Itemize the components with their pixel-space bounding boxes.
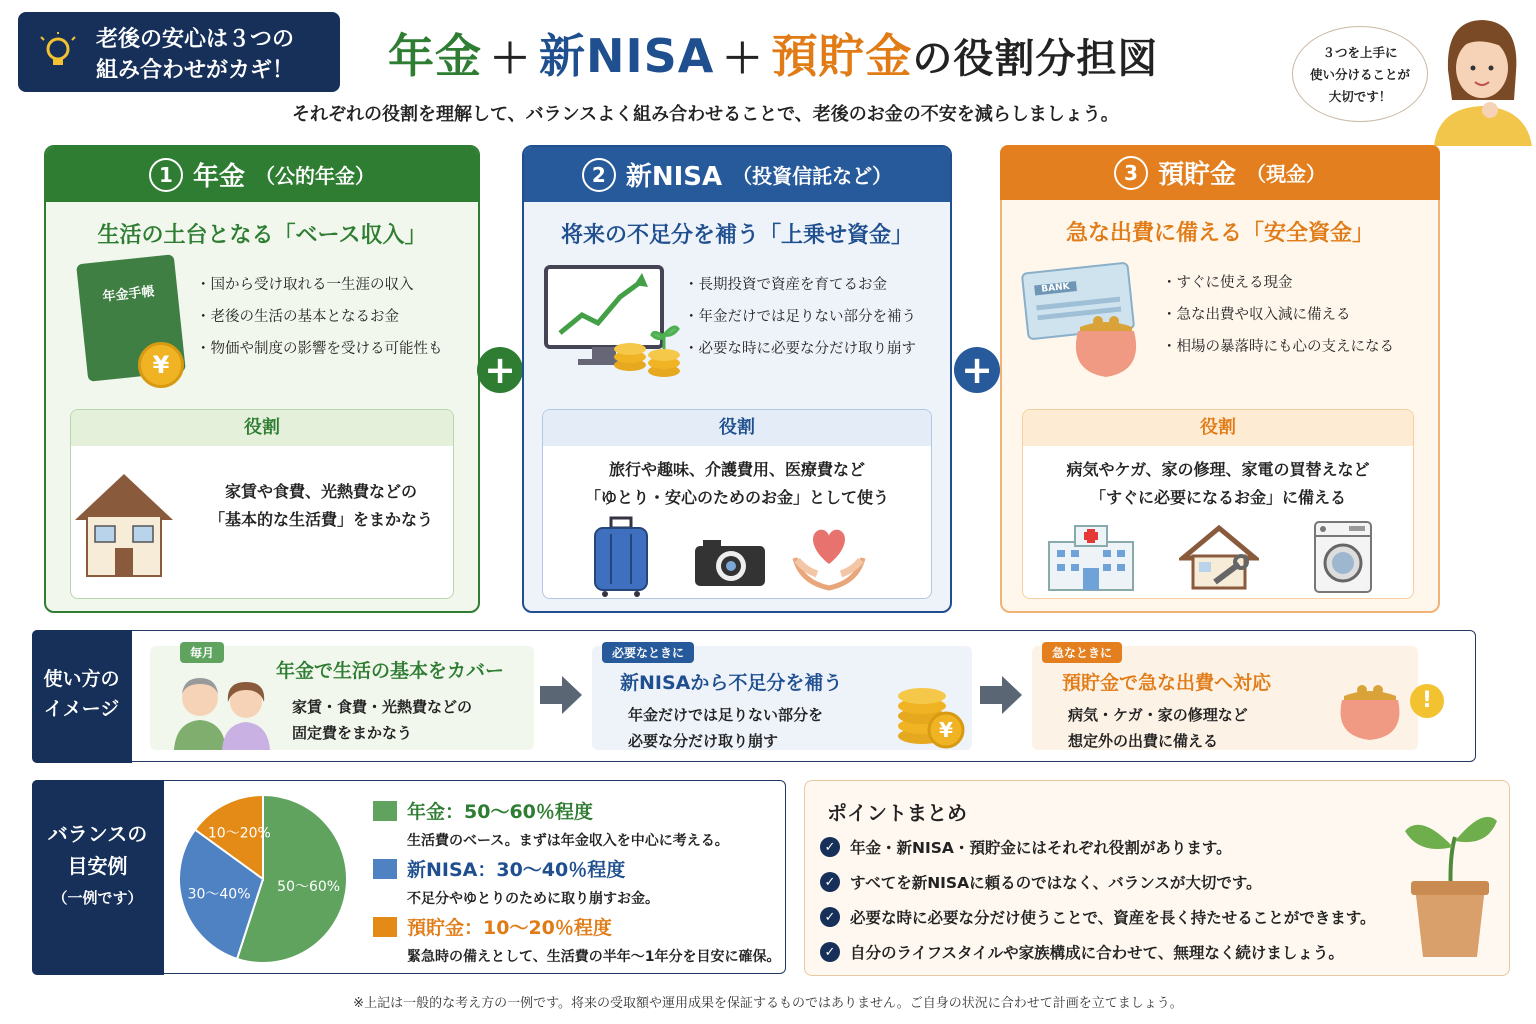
title-nisa: 新NISA <box>539 29 715 83</box>
balance-section <box>32 780 786 974</box>
title-plus-2: ＋ <box>722 36 764 82</box>
nisa-points <box>684 269 916 365</box>
nisa-role-text <box>543 456 931 512</box>
page-title <box>388 20 1158 86</box>
savings-number: 3 <box>1114 156 1148 190</box>
step-line: 家賃・食費・光熱費などの <box>292 698 473 716</box>
summary-title: ポイントまとめ <box>827 801 967 825</box>
step-text-nisa <box>628 702 823 754</box>
nisa-role-line: 「ゆとり・安心のためのお金」として使う <box>584 488 889 507</box>
nisa-role-box <box>542 409 932 599</box>
coin-purse-icon <box>1334 682 1406 742</box>
savings-role-text <box>1023 456 1413 512</box>
speech-bubble <box>1292 26 1428 122</box>
arrow-right-icon <box>540 676 582 714</box>
suitcase-icon <box>591 516 651 598</box>
heart-hands-icon <box>791 518 867 594</box>
savings-role-box <box>1022 409 1414 599</box>
bubble-line-2: 使い分けることが <box>1309 67 1410 82</box>
legend-desc-nisa: 不足分やゆとりのために取り崩すお金。 <box>407 891 659 907</box>
legend-pension <box>373 797 729 850</box>
savings-card-header <box>1000 145 1440 200</box>
alert-icon: ! <box>1410 684 1444 718</box>
svg-text:¥: ¥ <box>939 718 953 742</box>
usage-label-line-1: 使い方の <box>43 667 120 690</box>
title-pension: 年金 <box>388 29 482 83</box>
pie-label-1: 30〜40% <box>187 886 251 903</box>
check-icon: ✓ <box>820 872 840 892</box>
washing-machine-icon <box>1313 520 1373 594</box>
usage-label-line-2: イメージ <box>43 697 120 720</box>
savings-title: 預貯金 <box>1157 160 1236 190</box>
pension-point: ・ 老後の生活の基本となるお金 <box>196 301 443 333</box>
summary-point <box>820 941 1344 963</box>
pension-card <box>44 145 480 613</box>
pension-role-line: 家賃や食費、光熱費などの <box>224 482 417 501</box>
savings-role-line: 「すぐに必要になるお金」に備える <box>1089 488 1346 507</box>
pension-point: ・ 国から受け取れる一生涯の収入 <box>196 269 443 301</box>
savings-role-line: 病気やケガ、家の修理、家電の買替えなど <box>1066 460 1370 479</box>
balance-pie-chart <box>173 789 353 969</box>
bank-card-label: BANK <box>1034 281 1077 295</box>
summary-point <box>820 906 1375 928</box>
savings-points <box>1162 267 1394 363</box>
legend-swatch-savings <box>373 917 397 937</box>
nisa-card-header <box>524 147 950 202</box>
legend-title-pension: 年金：50〜60％程度 <box>407 801 593 823</box>
legend-swatch-pension <box>373 801 397 821</box>
step-chip-monthly: 毎月 <box>180 642 224 663</box>
legend-desc-savings: 緊急時の備えとして、生活費の半年〜1年分を目安に確保。 <box>407 949 781 965</box>
camera-icon <box>693 536 767 588</box>
legend-title-nisa: 新NISA：30〜40％程度 <box>407 859 626 881</box>
pension-number: 1 <box>149 158 183 192</box>
pension-role-title: 役割 <box>71 410 453 446</box>
legend-desc-pension: 生活費のベース。まずは年金収入を中心に考える。 <box>407 833 729 849</box>
balance-label-line-1: バランスの <box>47 821 148 846</box>
savings-point: ・ 相場の暴落時にも心の支えになる <box>1162 331 1394 363</box>
pension-role-text <box>171 478 471 534</box>
pension-point: ・ 物価や制度の影響を受ける可能性も <box>196 333 443 365</box>
nisa-point: ・ 長期投資で資産を育てるお金 <box>684 269 916 301</box>
savings-tagline: 急な出費に備える「安全資金」 <box>1065 221 1374 246</box>
balance-label-line-2: 目安例 <box>67 853 128 878</box>
pension-tagline: 生活の土台となる「ベース収入」 <box>97 223 427 248</box>
pension-book-label: 年金手帳 <box>101 284 156 305</box>
step-title-pension: 年金で生活の基本をカバー <box>276 660 505 682</box>
header-badge <box>18 12 340 92</box>
pension-card-header <box>46 147 478 202</box>
nisa-role-line: 旅行や趣味、介護費用、医療費など <box>608 460 865 479</box>
nisa-point: ・ 必要な時に必要な分だけ取り崩す <box>684 333 916 365</box>
check-icon: ✓ <box>820 907 840 927</box>
usage-step-pension <box>150 646 534 750</box>
badge-line-1: 老後の安心は３つの <box>96 27 295 52</box>
savings-card <box>1000 145 1440 613</box>
title-suffix: の役割分担図 <box>912 36 1159 82</box>
step-title-nisa: 新NISAから不足分を補う <box>620 672 843 694</box>
step-chip-urgent: 急なときに <box>1042 642 1122 663</box>
plant-pot-icon <box>1401 807 1499 963</box>
savings-role-title: 役割 <box>1023 410 1413 446</box>
nisa-subtitle: （投資信託など） <box>732 164 893 188</box>
plus-icon: + <box>477 347 523 393</box>
summary-point <box>820 871 1262 893</box>
pie-label-2: 10〜20% <box>207 825 271 842</box>
nisa-card <box>522 145 952 613</box>
check-icon: ✓ <box>820 837 840 857</box>
house-repair-icon <box>1179 524 1259 590</box>
step-line: 病気・ケガ・家の修理など <box>1068 706 1248 724</box>
title-plus-1: ＋ <box>490 36 531 82</box>
summary-point-text: 自分のライフスタイルや家族構成に合わせて、無理なく続けましょう。 <box>850 944 1344 962</box>
savings-subtitle: （現金） <box>1246 162 1326 186</box>
footnote: ※上記は一般的な考え方の一例です。将来の受取額や運用成果を保証するものではありません。ご自身の状況に合わせて計画を立てましょう。 <box>353 996 1183 1011</box>
badge-line-2: 組み合わせがカギ！ <box>96 58 295 83</box>
step-line: 年金だけでは足りない部分を <box>628 706 824 724</box>
step-line: 想定外の出費に備える <box>1068 732 1219 750</box>
savings-point: ・ 急な出費や収入減に備える <box>1162 299 1394 331</box>
coins-icon <box>884 676 966 750</box>
growth-monitor-icon <box>542 263 688 381</box>
step-title-savings: 預貯金で急な出費へ対応 <box>1062 672 1272 694</box>
nisa-tagline: 将来の不足分を補う「上乗せ資金」 <box>560 223 913 248</box>
lightbulb-icon <box>40 32 76 72</box>
balance-label <box>32 780 164 975</box>
hospital-icon <box>1045 520 1137 592</box>
summary-point <box>820 836 1232 858</box>
summary-point-text: 必要な時に必要な分だけ使うことで、資産を長く持たせることができます。 <box>850 909 1376 927</box>
title-savings: 預貯金 <box>771 29 913 83</box>
elderly-couple-icon <box>168 668 274 750</box>
savings-point: ・ すぐに使える現金 <box>1162 267 1394 299</box>
usage-label <box>32 630 132 763</box>
nisa-number: 2 <box>582 158 616 192</box>
legend-savings <box>373 913 780 966</box>
step-text-pension <box>292 694 472 746</box>
step-line: 必要な分だけ取り崩す <box>628 732 779 750</box>
legend-title-savings: 預貯金：10〜20％程度 <box>407 917 612 939</box>
house-icon <box>71 468 177 580</box>
nisa-role-title: 役割 <box>543 410 931 446</box>
plus-icon: + <box>954 347 1000 393</box>
pension-points <box>196 269 443 365</box>
summary-point-text: すべてを新NISAに頼るのではなく、バランスが大切です。 <box>850 874 1262 892</box>
step-chip-when-needed: 必要なときに <box>602 642 694 663</box>
pie-label-0: 50〜60% <box>277 879 341 896</box>
check-icon: ✓ <box>820 942 840 962</box>
page-subtitle: それぞれの役割を理解して、バランスよく組み合わせることで、老後のお金の不安を減らしましょう。 <box>292 104 1119 125</box>
usage-step-nisa <box>592 646 972 750</box>
pension-subtitle: （公的年金） <box>255 164 375 188</box>
woman-illustration <box>1428 10 1532 146</box>
arrow-right-icon <box>980 676 1022 714</box>
coin-purse-icon <box>1066 311 1146 379</box>
step-line: 固定費をまかなう <box>292 724 413 742</box>
summary-point-text: 年金・新NISA・預貯金にはそれぞれ役割があります。 <box>850 839 1232 857</box>
nisa-title: 新NISA <box>625 162 723 192</box>
nisa-point: ・ 年金だけでは足りない部分を補う <box>684 301 916 333</box>
yen-coin-icon: ¥ <box>138 342 184 388</box>
bubble-line-1: ３つを上手に <box>1322 45 1398 60</box>
step-text-savings <box>1068 702 1248 754</box>
legend-nisa <box>373 855 659 908</box>
balance-label-line-3: （一例です） <box>52 888 143 907</box>
pension-role-line: 「基本的な生活費」をまかなう <box>208 510 433 529</box>
bubble-line-3: 大切です！ <box>1328 89 1392 104</box>
pension-title: 年金 <box>192 162 245 192</box>
pension-role-box <box>70 409 454 599</box>
legend-swatch-nisa <box>373 859 397 879</box>
